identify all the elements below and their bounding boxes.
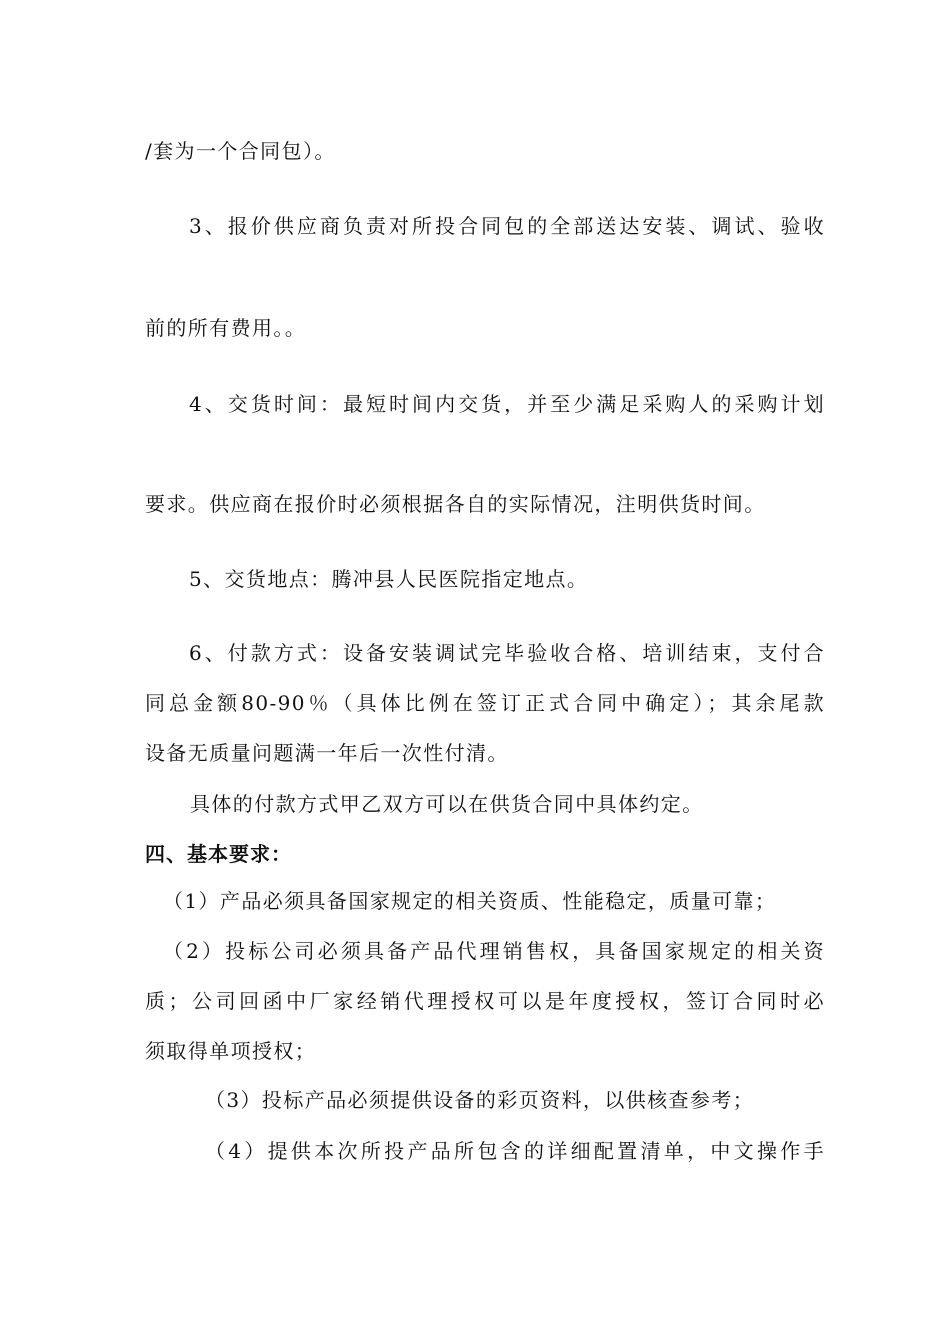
text-line-item-6-cont-2: 设备无质量问题满一年后一次性付清。 [145, 741, 509, 765]
text-line-req-1: （1）产品必须具备国家规定的相关资质、性能稳定，质量可靠； [163, 889, 777, 913]
text-line-item-4: 4、交货时间：最短时间内交货，并至少满足采购人的采购计划 [189, 392, 825, 416]
text-line-item-3: 3、报价供应商负责对所投合同包的全部送达安装、调试、验收 [189, 214, 825, 238]
text-line-payment-note: 具体的付款方式甲乙双方可以在供货合同中具体约定。 [190, 792, 704, 816]
text-line-item-6: 6、付款方式：设备安装调试完毕验收合格、培训结束，支付合 [189, 641, 825, 665]
text-line-req-3: （3）投标产品必须提供设备的彩页资料，以供核查参考； [205, 1088, 755, 1112]
text-line-item-4-cont: 要求。供应商在报价时必须根据各自的实际情况，注明供货时间。 [145, 492, 766, 516]
text-line-item-6-cont-1: 同总金额80-90％（具体比例在签订正式合同中确定）；其余尾款 [145, 691, 825, 715]
text-line-req-2-cont-1: 质；公司回函中厂家经销代理授权可以是年度授权，签订合同时必 [145, 989, 825, 1013]
text-line-item-5: 5、交货地点：腾冲县人民医院指定地点。 [189, 567, 589, 591]
text-line-item-3-cont: 前的所有费用。。 [145, 316, 307, 340]
text-line-continuation: /套为一个合同包）。 [145, 139, 336, 163]
section-heading-basic-requirements: 四、基本要求： [145, 842, 292, 866]
text-line-req-2: （2）投标公司必须具备产品代理销售权，具备国家规定的相关资 [163, 939, 825, 963]
text-line-req-2-cont-2: 须取得单项授权； [145, 1039, 317, 1063]
text-line-req-4: （4）提供本次所投产品所包含的详细配置清单，中文操作手 [205, 1139, 825, 1163]
